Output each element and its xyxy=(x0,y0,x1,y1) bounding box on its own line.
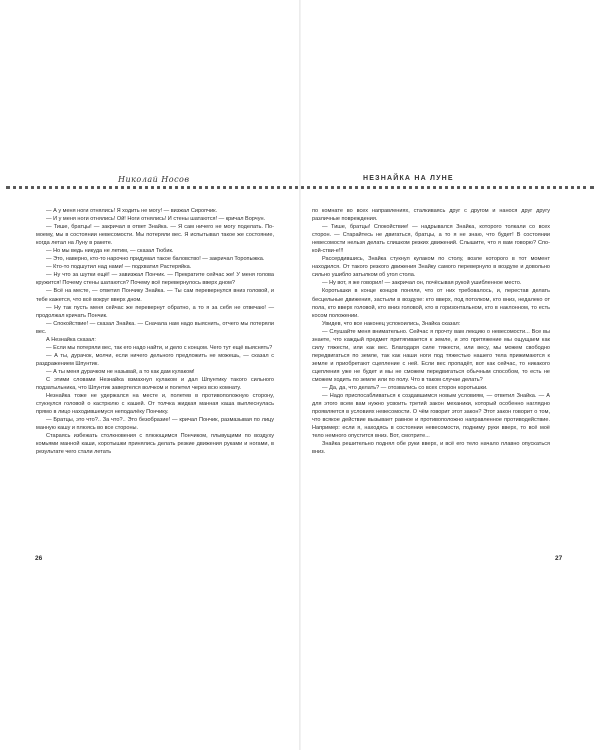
left-page-text xyxy=(36,207,274,456)
paragraph: Рассердившись, Знайка стукнул кулаком по столу, возле которого в тот момент находился. От такого резкого движения Знайку самого перевернуло в воздухе и довольно сильно ушибло затылком об угол стола. xyxy=(312,256,550,279)
paragraph: Коротышки в конце концов поняли, что от них требовалось, и, перестав делать бесцельные движения, застыли в воздухе: кто вверх, под потолком, кто вниз, недалеко от пола, кто вверх головой, кто вниз головой, кто в горизонтальном, кто в наклонном, то есть косом положении. xyxy=(312,288,550,319)
paragraph: по комнате во всех направлениях, сталкиваясь друг с другом и нанося друг другу различные повреждения. xyxy=(312,208,550,223)
paragraph: — Это, наверно, кто-то нарочно придумал такое баловство! — закричал Торопыжка. xyxy=(46,256,265,263)
paragraph: — Слушайте меня внимательно. Сейчас я прочту вам лекцию о невесомости... Все вы знаете, что каждый предмет притягивается к земле, и это притяжение мы ощущаем как силу тяжести, или как вес. Благодаря силе тяжести, или весу, мы можем свободно передвигаться по земле, так как наши ноги под тяжестью нашего тела прижимаются к земле и приобретают сцепление с ней. Если вес пропадёт, вот как сейчас, то никакого сцепления уже не будет и мы не сможем передвигаться обычным способом, то есть не сможем ходить по земле или по полу. Что в таком случае делать? xyxy=(312,328,550,383)
paragraph: — А ты, дурачок, молчи, если ничего дельного предложить не можешь, — сказал с раздражением Шпунтик. xyxy=(36,352,274,367)
paragraph: — Кто-то подшутил над нами! — подхватил Растеряйка. xyxy=(46,264,192,271)
paragraph: — Надо приспосабливаться к создавшимся новым условиям, — ответил Знайка. — А для этого всем вам нужно усвоить третий закон механики, который особенно наглядно проявляется в условиях невесомости. О чём говорит этот закон? Этот закон говорит о том, что всякое действие вызывает равное и противоположно направленное противодействие. Например: если я, находясь в состоянии невесомости, подниму руки вверх, то всё моё тело немного опустится вниз. Вот, смотрите... xyxy=(312,393,550,440)
paragraph: — И у меня ноги отнялись! Ой! Ноги отнялись! И стены шатаются! — кричал Ворчун. xyxy=(46,216,266,223)
book-gutter xyxy=(299,0,301,750)
paragraph: — Ну что за шутки ещё! — завизжал Пончик. — Прекратите сейчас же! У меня голова кружится! Почему стены шатаются? Почему всё перевернулось вверх дном? xyxy=(36,272,274,287)
paragraph: — Да, да, что делать? — отозвались со всех сторон коротышки. xyxy=(322,385,488,392)
right-page-text xyxy=(312,207,550,456)
paragraph: — Ну так пусть меня сейчас же перевернут обратно, а то я за себя не отвечаю! — продолжал кричать Пончик. xyxy=(36,304,274,319)
paragraph: — А у меня ноги отнялись! Я ходить не могу! — визжал Сиропчик. xyxy=(46,208,218,214)
paragraph: — Если мы потеряли вес, так его надо найти, и дело с концом. Чего тут ещё выяснять? xyxy=(46,344,273,351)
page-number-right: 27 xyxy=(555,555,563,562)
dotted-divider xyxy=(6,186,594,189)
paragraph: С этими словами Незнайка взмахнул кулаком и дал Шпунтику такого сильного подзатыльника, что Шпунтик завертелся волчком и полетел через всю комнату. xyxy=(36,376,274,392)
paragraph: — Но мы ведь никуда не летим, — сказал Тюбик. xyxy=(46,248,174,255)
paragraph: — Ну вот, я же говорил! — закричал он, почёсывая рукой ушибленное место. xyxy=(322,280,522,287)
running-head-title: НЕЗНАЙКА НА ЛУНЕ xyxy=(357,175,460,182)
paragraph: — А ты меня дурачком не называй, а то как дам кулаком! xyxy=(46,368,195,375)
paragraph: — Всё на месте, — ответил Пончику Знайка. — Ты сам перевернулся вниз головой, и тебе кажется, что всё вокруг вверх дном. xyxy=(36,288,274,303)
paragraph: А Незнайка сказал: xyxy=(46,336,96,343)
paragraph: — Тише, братцы! Спокойствие! — надрывался Знайка, которого толкали со всех сторон. — Старайтесь не двигаться, братцы, а то я не знаю, что будет! В состоянии невесомости нельзя делать слишком резких движений. Слышите, что я вам говорю? Спо-кой-стви-е!!! xyxy=(312,224,550,255)
running-head-author: Николай Носов xyxy=(112,175,196,184)
page-number-left: 26 xyxy=(35,555,43,562)
paragraph: Незнайка тоже не удержался на месте и, полетев в противоположную сторону, стукнулся головой о кастрюлю с кашей. От толчка жидкая манная каша выплеснулась прямо в лицо находившемуся неподалёку Пончику. xyxy=(36,393,274,416)
paragraph: — Спокойствие! — сказал Знайка. — Сначала нам надо выяснить, отчего мы потеряли вес. xyxy=(36,320,274,335)
paragraph: — Тише, братцы! — закричал в ответ Знайка. — Я сам ничего не могу поделать. По-моему, мы в состоянии невесомости. Мы потеряли вес. Я испытывал такое же состояние, когда летал на Луну в ракете. xyxy=(36,224,274,247)
paragraph: Стараясь избежать столкновения с плюющимся Пончиком, плывущими по воздуху комьями манной каши, коротышки принялись делать резкие движения руками и ногами, в результате чего стали летать xyxy=(36,433,274,456)
paragraph: — Братцы, это что?.. За что?.. Это безобразие! — кричал Пончик, размазывая по лицу манную кашу и плюясь во все стороны. xyxy=(36,417,274,432)
paragraph: Увидев, что все наконец успокоились, Знайка сказал: xyxy=(322,320,461,327)
paragraph: Знайка решительно поднял обе руки вверх, и всё его тело начало плавно опускаться вниз. xyxy=(312,441,550,456)
